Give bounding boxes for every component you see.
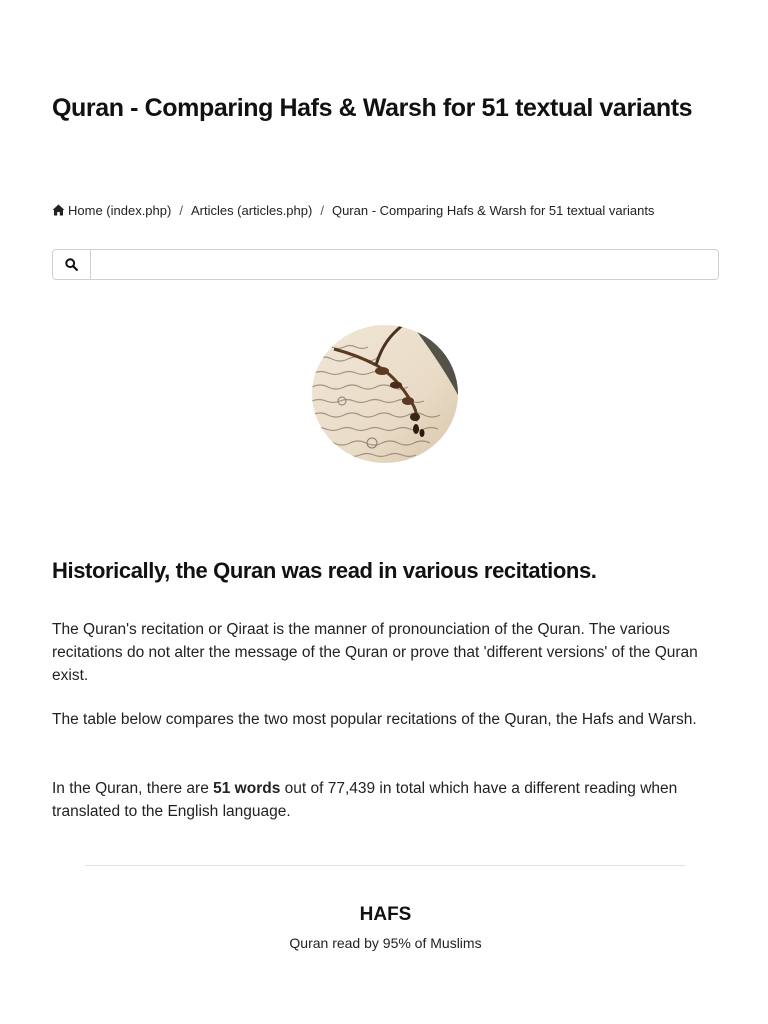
- search-button[interactable]: [53, 250, 91, 279]
- hafs-title: HAFS: [359, 904, 412, 925]
- word-count-highlight: 51 words: [213, 780, 281, 797]
- paragraph-3-text-start: In the Quran, there are: [52, 780, 214, 797]
- intro-paragraph-1: The Quran's recitation or Qiraat is the manner of pronounciation of the Quran. The various recitations do not alter the message of the Quran or prove that 'different versions' of the Quran exist.: [52, 621, 698, 684]
- breadcrumb-articles-link[interactable]: Articles (articles.php): [190, 203, 313, 218]
- section-heading: Historically, the Quran was read in various recitations.: [52, 558, 597, 583]
- breadcrumb-separator: /: [179, 203, 183, 218]
- breadcrumb-home-link[interactable]: [52, 203, 171, 218]
- breadcrumb-current: Quran - Comparing Hafs & Warsh for 51 textual variants: [331, 203, 655, 218]
- breadcrumb-home-label: Home (index.php): [68, 203, 172, 218]
- breadcrumb: [52, 203, 654, 218]
- quran-image: [312, 325, 458, 463]
- search-bar: [52, 249, 719, 280]
- search-icon: [65, 258, 78, 271]
- page-title: Quran - Comparing Hafs & Warsh for 51 textual variants: [52, 94, 693, 122]
- quran-with-prayer-beads-image: [312, 325, 458, 463]
- home-icon: [52, 204, 65, 216]
- search-input[interactable]: [91, 250, 718, 279]
- breadcrumb-separator: /: [320, 203, 324, 218]
- intro-paragraph-2: The table below compares the two most popular recitations of the Quran, the Hafs and Warsh.: [52, 711, 697, 728]
- intro-paragraph-3: [52, 777, 712, 823]
- section-divider: [85, 865, 686, 866]
- paragraph-3-text-end: out of 77,439 in total which have a different reading when translated to the English language.: [52, 780, 678, 820]
- hafs-subtitle: Quran read by 95% of Muslims: [289, 935, 482, 951]
